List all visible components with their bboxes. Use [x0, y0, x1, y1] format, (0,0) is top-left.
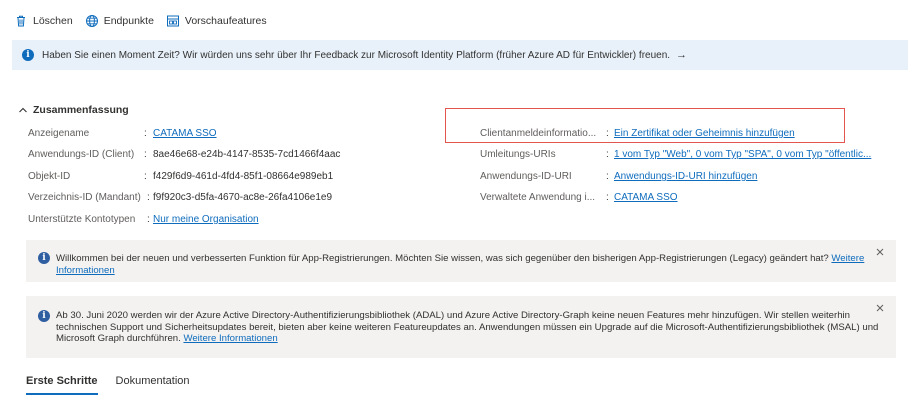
essential-account-types — [28, 214, 438, 228]
add-certificate-link[interactable]: Ein Zertifikat oder Geheimnis hinzufügen — [614, 128, 795, 139]
adal-line-2: technischen Support und Sicherheitsupdates bereit, bieten aber keine weiteren Featureupdates an. Anwendungen müssen ein Upgrade auf die Microsoft-Authentifizierungsbibliothek (MSAL) und — [56, 321, 879, 333]
feedback-banner — [12, 40, 908, 70]
preview-features-button[interactable] — [166, 14, 267, 28]
welcome-more-info-link-cont[interactable]: Informationen — [56, 264, 115, 276]
adal-notice-text — [56, 310, 886, 345]
preview-features-icon — [166, 14, 180, 28]
add-app-id-uri-link[interactable]: Anwendungs-ID-URI hinzufügen — [614, 171, 758, 182]
welcome-notice-text — [56, 253, 871, 276]
endpoints-label: Endpunkte — [103, 15, 154, 27]
adal-more-info-link[interactable]: Weitere Informationen — [183, 333, 278, 344]
tab-getting-started[interactable]: Erste Schritte — [26, 375, 98, 395]
client-id-value: 8ae46e68-e24b-4147-8535-7cd1466f4aac — [153, 149, 341, 160]
tenant-id-value: f9f920c3-d5fa-4670-ac8e-26fa4106e1e9 — [153, 192, 333, 203]
tab-bar — [26, 375, 208, 397]
welcome-more-info-link[interactable]: Weitere — [831, 253, 865, 264]
preview-features-label: Vorschaufeatures — [184, 15, 267, 27]
close-icon[interactable] — [876, 248, 886, 258]
essential-separator: : — [147, 192, 150, 203]
essential-label: Anwendungs-ID (Client) — [28, 149, 135, 160]
essential-tenant-id — [28, 192, 438, 206]
essential-label: Umleitungs-URIs — [480, 149, 556, 160]
essential-display-name — [28, 128, 438, 142]
tab-documentation[interactable]: Dokumentation — [115, 375, 190, 387]
endpoints-button[interactable] — [85, 14, 154, 28]
chevron-up-icon — [18, 105, 28, 115]
managed-app-link[interactable]: CATAMA SSO — [614, 192, 678, 203]
welcome-text: Willkommen bei der neuen und verbesserten Funktion für App-Registrierungen. Möchten Sie wissen, was sich gegenüber den bisherigen App-Registrierungen (Legacy) geändert hat? — [56, 253, 829, 264]
essential-redirect-uris — [480, 149, 900, 163]
essential-separator: : — [606, 192, 609, 203]
command-bar — [14, 13, 279, 29]
delete-label: Löschen — [33, 15, 73, 27]
info-icon: i — [38, 310, 50, 322]
essential-label: Verwaltete Anwendung i... — [480, 192, 596, 203]
globe-icon — [85, 14, 99, 28]
adal-line-1: Ab 30. Juni 2020 werden wir der Azure Active Directory-Authentifizierungsbibliothek (ADAL) und Azure Active Directory-Graph keine neuen Features mehr hinzufügen. Wir stellen weiterhin — [56, 310, 851, 321]
essential-separator: : — [144, 128, 147, 139]
close-icon[interactable] — [876, 304, 886, 314]
feedback-text: Haben Sie einen Moment Zeit? Wir würden uns sehr über Ihr Feedback zur Microsoft Identity Platform (früher Azure AD für Entwickler) freuen. — [42, 49, 671, 61]
redirect-uris-link[interactable]: 1 vom Typ "Web", 0 vom Typ "SPA", 0 vom Typ "öffentlic... — [614, 149, 872, 160]
trash-icon — [14, 14, 28, 28]
essential-separator: : — [147, 214, 150, 225]
essential-label: Objekt-ID — [28, 171, 71, 182]
essential-managed-application — [480, 192, 900, 206]
summary-toggle[interactable] — [18, 104, 129, 116]
essential-separator: : — [606, 128, 609, 139]
essential-object-id — [28, 171, 438, 185]
essential-label: Unterstützte Kontotypen — [28, 214, 136, 225]
essential-label: Clientanmeldeinformatio... — [480, 128, 597, 139]
info-icon: i — [22, 49, 34, 61]
essential-separator: : — [606, 171, 609, 182]
essential-app-id-uri — [480, 171, 900, 185]
essential-client-id — [28, 149, 438, 163]
adal-line-3: Microsoft Graph durchführen. — [56, 333, 181, 344]
essential-label: Anwendungs-ID-URI — [480, 171, 572, 182]
arrow-right-icon[interactable]: → — [676, 49, 688, 61]
essential-separator: : — [144, 149, 147, 160]
object-id-value: f429f6d9-461d-4fd4-85f1-08664e989eb1 — [153, 171, 334, 182]
essential-label: Verzeichnis-ID (Mandant) — [28, 192, 141, 203]
essential-client-credentials — [480, 128, 900, 142]
summary-title: Zusammenfassung — [33, 104, 129, 116]
welcome-notice — [26, 240, 896, 282]
info-icon: i — [38, 252, 50, 264]
essential-label: Anzeigename — [28, 128, 90, 139]
essential-separator: : — [144, 171, 147, 182]
account-types-link[interactable]: Nur meine Organisation — [153, 214, 259, 225]
delete-button[interactable] — [14, 14, 73, 28]
adal-notice — [26, 296, 896, 358]
essential-separator: : — [606, 149, 609, 160]
display-name-link[interactable]: CATAMA SSO — [153, 128, 217, 139]
